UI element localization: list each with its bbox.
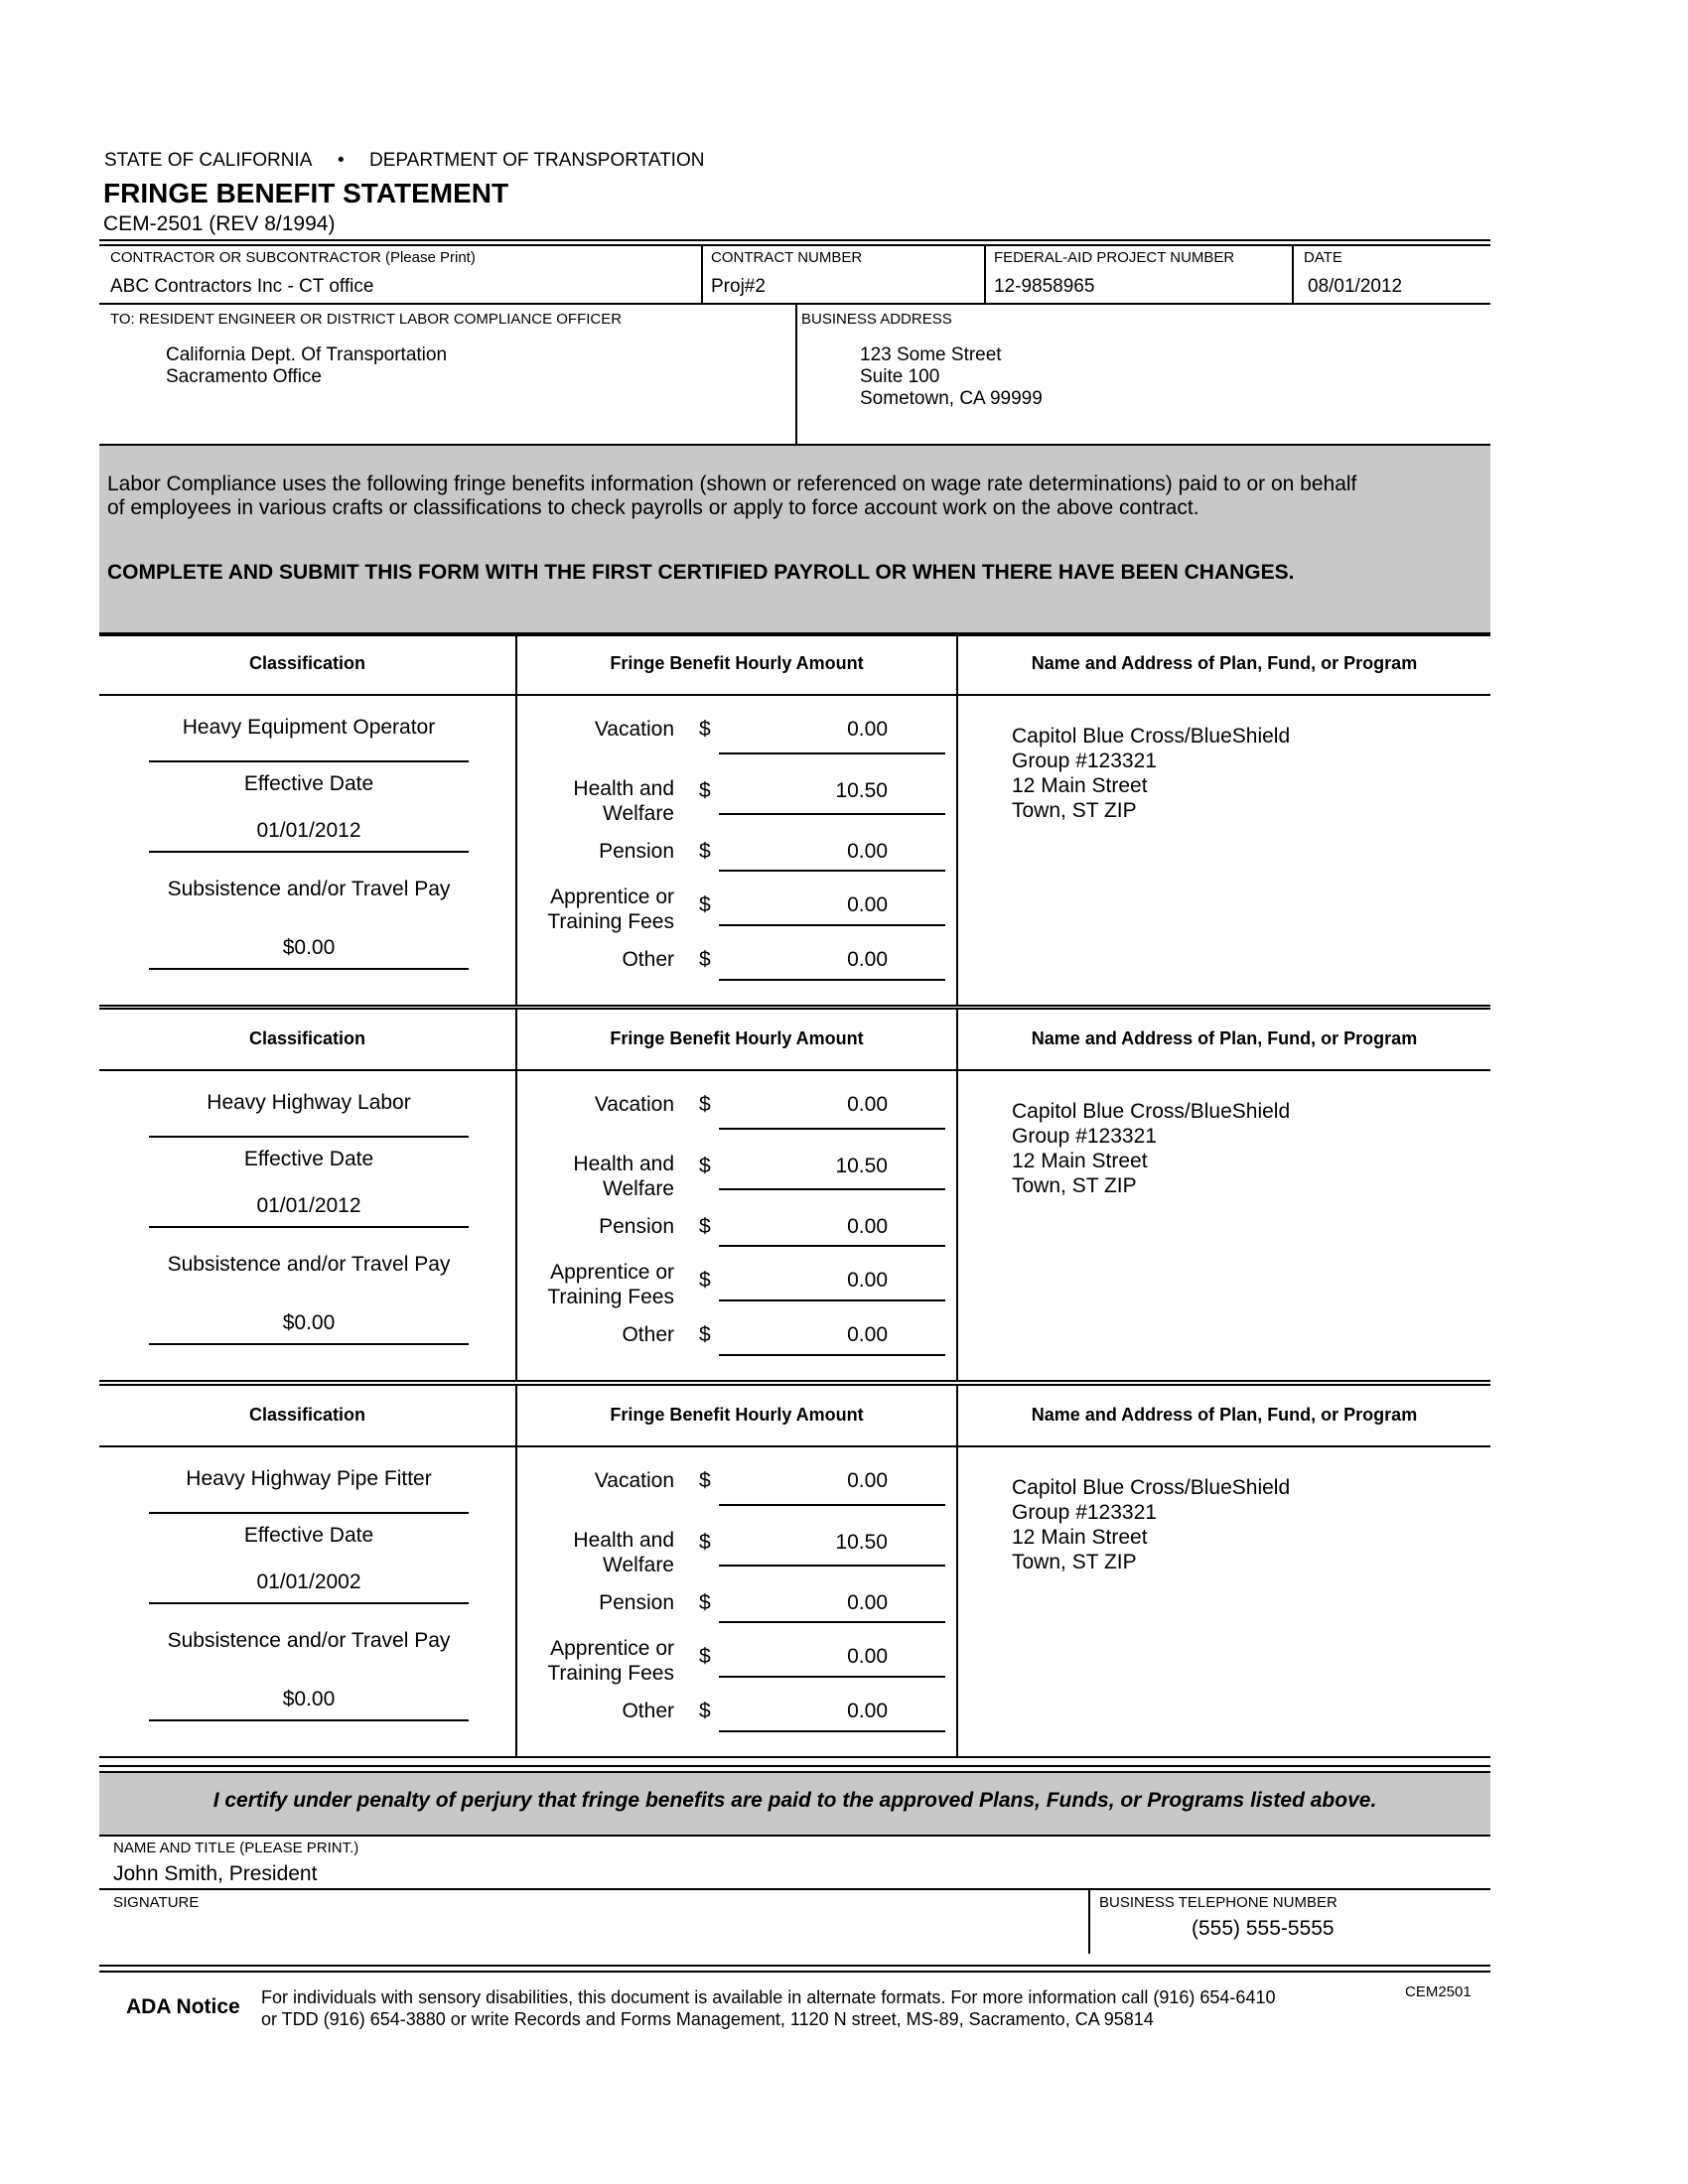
benefit-other-label: Other: [622, 948, 674, 971]
federal-project-value: 12-9858965: [994, 276, 1095, 297]
benefit-apprentice-label: Training Fees: [547, 1662, 674, 1685]
dollar-sign: $: [699, 1469, 711, 1492]
rule: [99, 239, 1490, 241]
rule: [719, 1299, 945, 1301]
plan-line-2: Group #123321: [1012, 750, 1157, 772]
contractor-label: CONTRACTOR OR SUBCONTRACTOR (Please Print): [110, 249, 476, 266]
benefit-pension-value: 0.00: [847, 1215, 888, 1238]
rule: [99, 1971, 1490, 1973]
benefit-health-label: Welfare: [603, 1177, 674, 1200]
benefit-other-value: 0.00: [847, 1700, 888, 1722]
effective-date-value: 01/01/2002: [256, 1570, 361, 1593]
dollar-sign: $: [699, 1269, 711, 1292]
header-classification: Classification: [248, 1028, 366, 1048]
rule: [956, 632, 958, 1007]
rule: [99, 632, 1490, 634]
business-address-label: BUSINESS ADDRESS: [801, 311, 952, 328]
benefit-health-label: Health and: [573, 1529, 674, 1552]
rule: [99, 1069, 1490, 1071]
header-plan-name-address: Name and Address of Plan, Fund, or Program: [1031, 1405, 1418, 1425]
rule: [719, 1676, 945, 1678]
plan-line-1: Capitol Blue Cross/BlueShield: [1012, 1476, 1291, 1499]
header-classification: Classification: [248, 1405, 366, 1425]
ada-notice-title: ADA Notice: [126, 1995, 240, 2018]
rule: [99, 1380, 1490, 1382]
benefit-other-label: Other: [622, 1700, 674, 1722]
header-fringe-amount: Fringe Benefit Hourly Amount: [610, 653, 864, 673]
benefit-health-label: Health and: [573, 1153, 674, 1175]
benefit-apprentice-label: Apprentice or: [550, 886, 674, 908]
dollar-sign: $: [699, 1531, 711, 1554]
header-plan-name-address: Name and Address of Plan, Fund, or Program: [1031, 653, 1418, 673]
signature-label: SIGNATURE: [113, 1894, 200, 1911]
rule: [701, 244, 703, 305]
effective-date-label: Effective Date: [243, 1524, 374, 1547]
header-plan-name-address: Name and Address of Plan, Fund, or Program: [1031, 1028, 1418, 1048]
plan-line-3: 12 Main Street: [1012, 1150, 1148, 1172]
name-title-label: NAME AND TITLE (PLEASE PRINT.): [113, 1840, 359, 1856]
classification-value: Heavy Highway Labor: [207, 1091, 411, 1114]
notice-line-2: of employees in various crafts or classifications to check payrolls or apply to force account work on the above contract.: [107, 496, 1199, 519]
certification-statement: I certify under penalty of perjury that fringe benefits are paid to the approved Plans, Funds, or Programs listed above.: [212, 1789, 1377, 1812]
benefit-other-label: Other: [622, 1323, 674, 1346]
phone-label: BUSINESS TELEPHONE NUMBER: [1099, 1894, 1337, 1911]
rule: [99, 1888, 1490, 1890]
rule: [149, 851, 469, 853]
notice-instruction: COMPLETE AND SUBMIT THIS FORM WITH THE FIRST CERTIFIED PAYROLL OR WHEN THERE HAVE BEEN CHANGES.: [107, 561, 1295, 584]
rule: [719, 813, 945, 815]
benefit-apprentice-value: 0.00: [847, 1645, 888, 1668]
to-line-1: California Dept. Of Transportation: [166, 344, 448, 365]
rule: [99, 1384, 1490, 1386]
subsistence-label: Subsistence and/or Travel Pay: [167, 1629, 451, 1652]
rule: [149, 968, 469, 970]
subsistence-label: Subsistence and/or Travel Pay: [167, 1253, 451, 1276]
federal-project-label: FEDERAL-AID PROJECT NUMBER: [994, 249, 1235, 266]
effective-date-value: 01/01/2012: [256, 1194, 361, 1217]
benefit-vacation-value: 0.00: [847, 718, 888, 741]
benefit-apprentice-value: 0.00: [847, 893, 888, 916]
date-label: DATE: [1304, 249, 1342, 266]
subsistence-value: $0.00: [282, 1688, 336, 1710]
rule: [719, 979, 945, 981]
address-line-2: Suite 100: [860, 366, 940, 387]
dollar-sign: $: [699, 948, 711, 971]
rule: [99, 1445, 1490, 1447]
dollar-sign: $: [699, 1215, 711, 1238]
dollar-sign: $: [699, 893, 711, 916]
to-label: TO: RESIDENT ENGINEER OR DISTRICT LABOR COMPLIANCE OFFICER: [110, 311, 623, 328]
benefit-pension-label: Pension: [599, 1215, 674, 1238]
dollar-sign: $: [699, 1093, 711, 1116]
phone-value: (555) 555-5555: [1192, 1917, 1335, 1940]
benefit-pension-value: 0.00: [847, 840, 888, 863]
benefit-apprentice-label: Apprentice or: [550, 1637, 674, 1660]
address-line-1: 123 Some Street: [860, 344, 1002, 365]
rule: [719, 1504, 945, 1506]
name-title-value: John Smith, President: [113, 1862, 318, 1885]
rule: [1292, 244, 1294, 305]
benefit-pension-label: Pension: [599, 1591, 674, 1614]
rule: [719, 1730, 945, 1732]
plan-line-3: 12 Main Street: [1012, 774, 1148, 797]
benefit-other-value: 0.00: [847, 948, 888, 971]
state-label: STATE OF CALIFORNIA: [104, 150, 313, 171]
rule: [719, 752, 945, 754]
rule: [956, 1384, 958, 1758]
notice-line-1: Labor Compliance uses the following fringe benefits information (shown or referenced on wage rate determinations) paid to or on behalf: [107, 473, 1357, 495]
dollar-sign: $: [699, 840, 711, 863]
contract-number-value: Proj#2: [711, 276, 766, 297]
form-code: CEM2501: [1405, 1983, 1472, 2000]
rule: [99, 1765, 1490, 1767]
rule: [149, 1512, 469, 1514]
header-classification: Classification: [248, 653, 366, 673]
effective-date-label: Effective Date: [243, 772, 374, 795]
rule: [719, 1354, 945, 1356]
rule: [984, 244, 986, 305]
rule: [99, 1756, 1490, 1758]
benefit-health-label: Welfare: [603, 802, 674, 825]
rule: [149, 1343, 469, 1345]
header-fringe-amount: Fringe Benefit Hourly Amount: [610, 1028, 864, 1048]
benefit-pension-value: 0.00: [847, 1591, 888, 1614]
rule: [1088, 1888, 1090, 1954]
contractor-value: ABC Contractors Inc - CT office: [110, 276, 374, 297]
ada-notice-line-2: or TDD (916) 654-3880 or write Records and Forms Management, 1120 N street, MS-89, Sacramento, CA 95814: [261, 2009, 1154, 2029]
ada-notice-line-1: For individuals with sensory disabilities, this document is available in alternate formats. For more information call (916) 654-6410: [261, 1987, 1276, 2007]
benefit-vacation-value: 0.00: [847, 1093, 888, 1116]
rule: [149, 1602, 469, 1604]
dollar-sign: $: [699, 779, 711, 802]
plan-line-1: Capitol Blue Cross/BlueShield: [1012, 1100, 1291, 1123]
rule: [956, 1008, 958, 1382]
dollar-sign: $: [699, 1591, 711, 1614]
rule: [99, 244, 1490, 246]
benefit-other-value: 0.00: [847, 1323, 888, 1346]
classification-value: Heavy Highway Pipe Fitter: [186, 1467, 432, 1490]
date-value: 08/01/2012: [1308, 276, 1403, 297]
rule: [719, 1128, 945, 1130]
benefit-health-label: Welfare: [603, 1554, 674, 1576]
benefit-vacation-label: Vacation: [594, 1093, 674, 1116]
rule: [719, 924, 945, 926]
benefit-apprentice-value: 0.00: [847, 1269, 888, 1292]
effective-date-label: Effective Date: [243, 1148, 374, 1170]
subsistence-value: $0.00: [282, 936, 336, 959]
dollar-sign: $: [699, 1645, 711, 1668]
plan-line-1: Capitol Blue Cross/BlueShield: [1012, 725, 1291, 748]
dollar-sign: $: [699, 1155, 711, 1177]
plan-line-4: Town, ST ZIP: [1012, 1551, 1137, 1573]
benefit-health-value: 10.50: [835, 1531, 888, 1554]
plan-line-4: Town, ST ZIP: [1012, 1174, 1137, 1197]
rule: [99, 1005, 1490, 1007]
rule: [149, 1719, 469, 1721]
rule: [149, 760, 469, 762]
separator-dot: •: [338, 150, 345, 171]
benefit-vacation-label: Vacation: [594, 1469, 674, 1492]
subsistence-value: $0.00: [282, 1311, 336, 1334]
rule: [149, 1226, 469, 1228]
dollar-sign: $: [699, 1323, 711, 1346]
effective-date-value: 01/01/2012: [256, 819, 361, 842]
dollar-sign: $: [699, 1700, 711, 1722]
benefit-apprentice-label: Apprentice or: [550, 1261, 674, 1284]
contract-number-label: CONTRACT NUMBER: [711, 249, 863, 266]
benefit-pension-label: Pension: [599, 840, 674, 863]
benefit-apprentice-label: Training Fees: [547, 1286, 674, 1308]
to-line-2: Sacramento Office: [166, 366, 323, 387]
benefit-vacation-label: Vacation: [594, 718, 674, 741]
plan-line-4: Town, ST ZIP: [1012, 799, 1137, 822]
benefit-vacation-value: 0.00: [847, 1469, 888, 1492]
plan-line-2: Group #123321: [1012, 1501, 1157, 1524]
rule: [719, 1188, 945, 1190]
rule: [719, 1245, 945, 1247]
rule: [149, 1136, 469, 1138]
header-fringe-amount: Fringe Benefit Hourly Amount: [610, 1405, 864, 1425]
form-title: FRINGE BENEFIT STATEMENT: [103, 178, 509, 208]
rule: [719, 870, 945, 872]
benefit-health-value: 10.50: [835, 1155, 888, 1177]
rule: [99, 1965, 1490, 1967]
rule: [99, 1008, 1490, 1010]
benefit-apprentice-label: Training Fees: [547, 910, 674, 933]
form-id: CEM-2501 (REV 8/1994): [103, 212, 336, 235]
dollar-sign: $: [699, 718, 711, 741]
address-line-3: Sometown, CA 99999: [860, 388, 1043, 409]
rule: [795, 305, 797, 444]
plan-line-2: Group #123321: [1012, 1125, 1157, 1148]
benefit-health-label: Health and: [573, 777, 674, 800]
benefit-health-value: 10.50: [835, 779, 888, 802]
department-label: DEPARTMENT OF TRANSPORTATION: [369, 150, 705, 171]
subsistence-label: Subsistence and/or Travel Pay: [167, 878, 451, 900]
rule: [719, 1621, 945, 1623]
classification-value: Heavy Equipment Operator: [182, 716, 436, 739]
plan-line-3: 12 Main Street: [1012, 1526, 1148, 1549]
rule: [719, 1565, 945, 1567]
rule: [99, 694, 1490, 696]
